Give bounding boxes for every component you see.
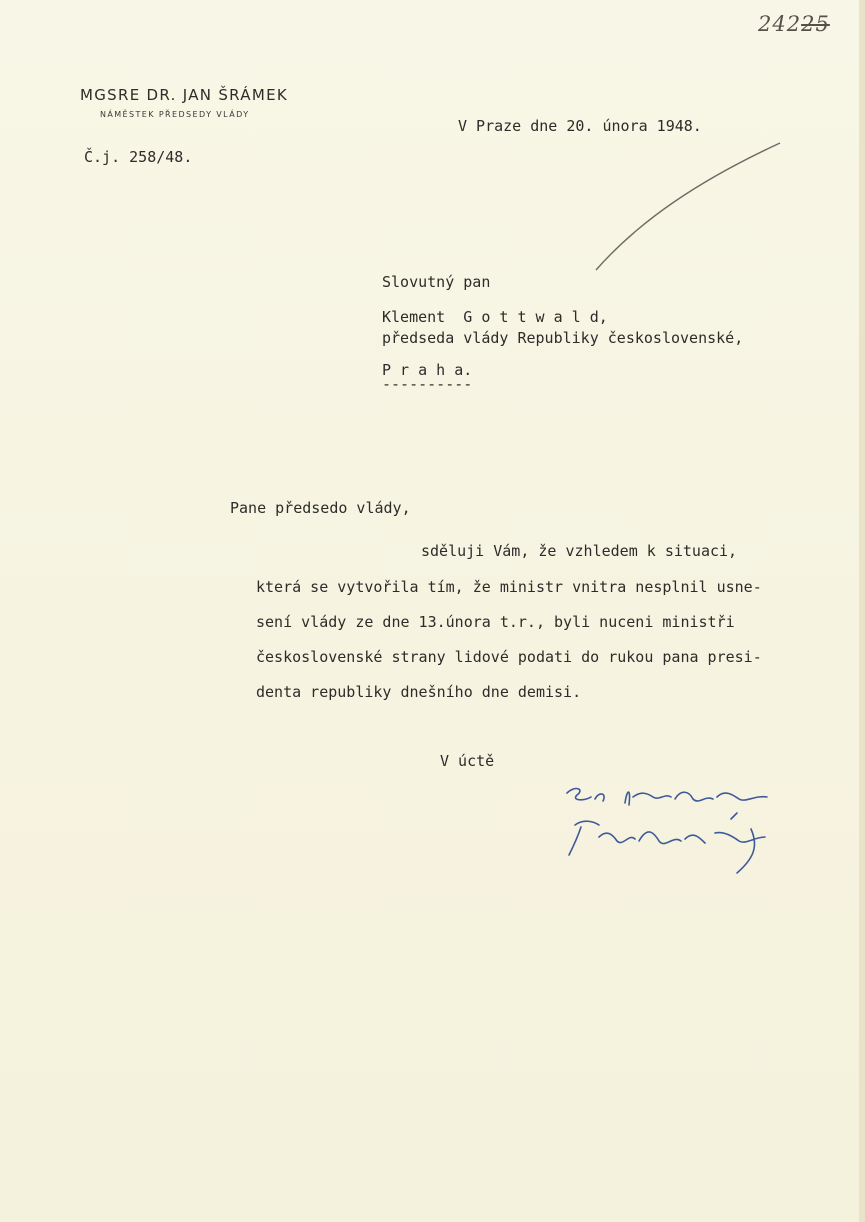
recipient-city: P r a h a.: [382, 361, 473, 379]
body-line: která se vytvořila tím, že ministr vnitra nesplnil usne-: [256, 578, 762, 596]
recipient-position: předseda vlády Republiky československé,: [382, 329, 744, 347]
letterhead-name: MGSRE DR. JAN ŠRÁMEK: [80, 86, 288, 104]
body-line: československé strany lidové podati do rukou pana presi-: [256, 648, 762, 666]
recipient-salutation: Slovutný pan: [382, 273, 491, 291]
archive-number-current: 242: [758, 12, 802, 36]
recipient-underline: ----------: [382, 375, 473, 393]
body-line: denta republiky dnešního dne demisi.: [256, 683, 582, 701]
closing: V úctě: [440, 752, 495, 770]
body-line: sení vlády ze dne 13.února t.r., byli nuceni ministři: [256, 613, 735, 631]
letterhead-title: NÁMĚSTEK PŘEDSEDY VLÁDY: [100, 110, 250, 119]
place-date: V Praze dne 20. února 1948.: [458, 117, 702, 135]
reference-number: Č.j. 258/48.: [84, 148, 193, 166]
body-line: sděluji Vám, že vzhledem k situaci,: [421, 542, 738, 560]
archive-number-struck: 25: [801, 12, 830, 36]
recipient-name: Klement G o t t w a l d,: [382, 308, 608, 326]
handwritten-signature: [555, 775, 795, 885]
greeting: Pane předsedo vlády,: [230, 499, 411, 517]
